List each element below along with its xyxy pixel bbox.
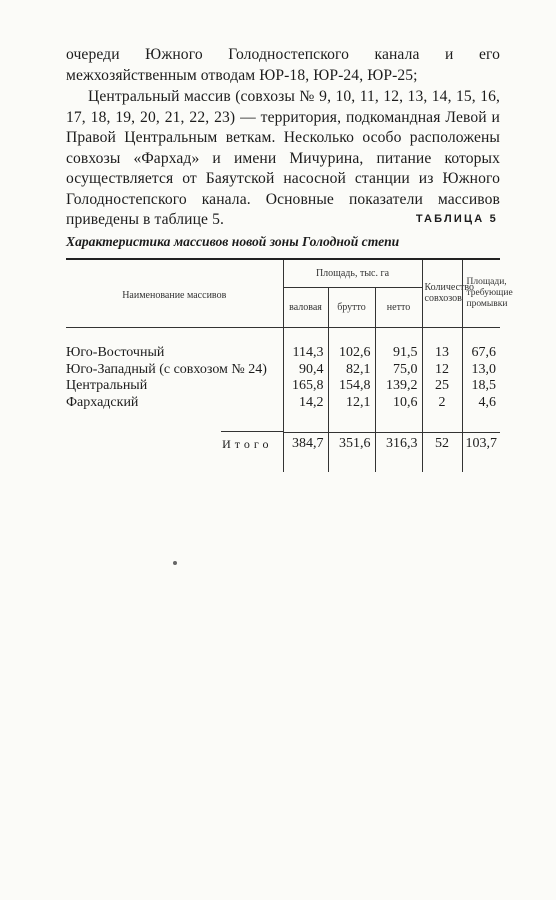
row-count: 12 bbox=[422, 362, 462, 379]
row-brutto: 154,8 bbox=[328, 378, 375, 395]
row-brutto: 12,1 bbox=[328, 395, 375, 412]
table-row bbox=[66, 378, 500, 395]
row-count: 2 bbox=[422, 395, 462, 412]
row-netto: 91,5 bbox=[375, 345, 422, 362]
paragraph-central-massif: Центральный массив (совхозы № 9, 10, 11, 12, 13, 14, 15, 16, 17, 18, 19, 20, 21, 22, 23) — территория, подкомандная Левой и Правой Центральным веткам. Несколько особо расположены совхозы «Фархад» и имени Мичурина, питание которых осуществляется от Баяутской насосной станции из Южного Голодностепского канала. Основные показатели массивов приведены в таблице 5. bbox=[66, 88, 500, 228]
row-netto: 75,0 bbox=[375, 362, 422, 379]
row-name: Центральный bbox=[66, 378, 148, 393]
table-row bbox=[66, 362, 500, 379]
row-flush: 13,0 bbox=[462, 362, 500, 379]
total-netto: 316,3 bbox=[375, 432, 422, 456]
total-row bbox=[66, 432, 500, 456]
total-count: 52 bbox=[422, 432, 462, 456]
print-speck bbox=[173, 561, 177, 565]
row-brutto: 82,1 bbox=[328, 362, 375, 379]
table-title: Характеристика массивов новой зоны Голодной степи bbox=[66, 234, 400, 249]
row-name: Фархадский bbox=[66, 394, 139, 410]
header-area: Площадь, тыс. га bbox=[283, 259, 422, 287]
row-flush: 4,6 bbox=[462, 395, 500, 412]
table-row bbox=[66, 345, 500, 362]
row-flush: 18,5 bbox=[462, 378, 500, 395]
paragraph-continuation: очереди Южного Голодностепского канала и его межхозяйственным отводам ЮР-18, ЮР-24, ЮР-25; bbox=[66, 46, 500, 84]
total-gross: 384,7 bbox=[283, 432, 328, 456]
header-count: Количество совхозов bbox=[422, 259, 462, 327]
row-brutto: 102,6 bbox=[328, 345, 375, 362]
row-gross: 14,2 bbox=[283, 395, 328, 412]
header-flush: Площади, требующие промывки bbox=[462, 259, 500, 327]
header-brutto: брутто bbox=[328, 287, 375, 327]
row-gross: 90,4 bbox=[283, 362, 328, 379]
total-flush: 103,7 bbox=[462, 432, 500, 456]
row-gross: 114,3 bbox=[283, 345, 328, 362]
row-netto: 139,2 bbox=[375, 378, 422, 395]
row-name: Юго-Западный (с совхозом № 24) bbox=[66, 361, 267, 377]
row-count: 13 bbox=[422, 345, 462, 362]
total-brutto: 351,6 bbox=[328, 432, 375, 456]
row-flush: 67,6 bbox=[462, 345, 500, 362]
row-netto: 10,6 bbox=[375, 395, 422, 412]
header-netto: нетто bbox=[375, 287, 422, 327]
header-gross: валовая bbox=[283, 287, 328, 327]
massifs-table bbox=[66, 258, 513, 472]
row-gross: 165,8 bbox=[283, 378, 328, 395]
table-row bbox=[66, 395, 500, 412]
row-name: Юго-Восточный bbox=[66, 345, 165, 360]
total-label: Итого bbox=[222, 436, 273, 451]
header-name: Наименование массивов bbox=[66, 259, 283, 327]
table-number: ТАБЛИЦА 5 bbox=[415, 213, 498, 225]
row-count: 25 bbox=[422, 378, 462, 395]
